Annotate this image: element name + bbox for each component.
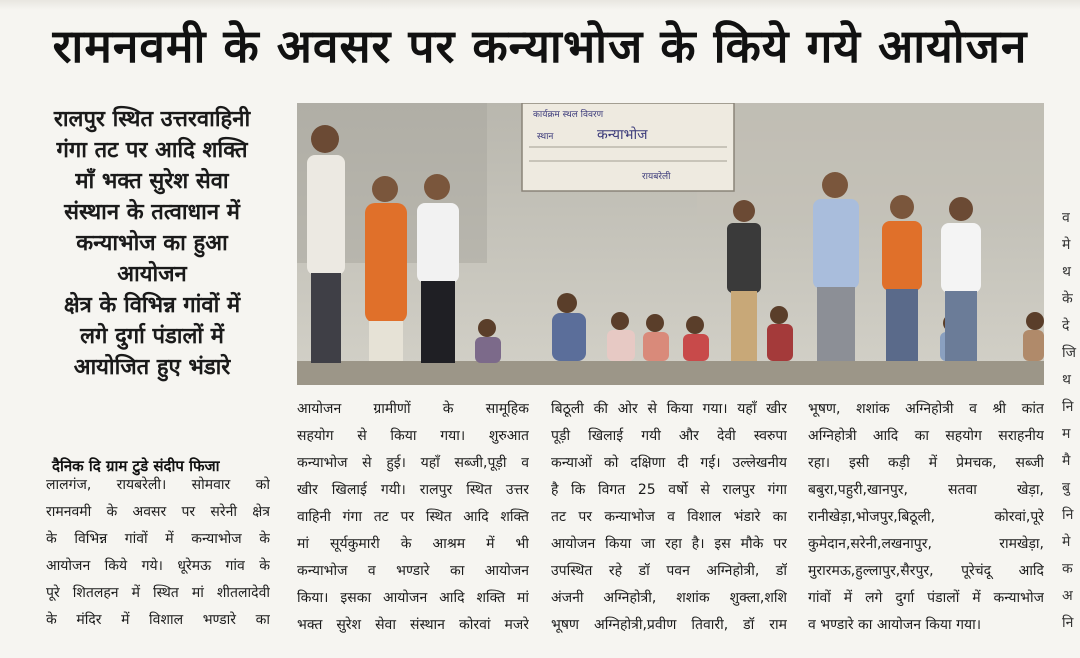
ground (297, 361, 1044, 385)
column-line: सहयोग से किया गया। शुरुआत (297, 428, 529, 444)
edge-char: थ (1062, 264, 1071, 280)
edge-char: नि (1062, 399, 1074, 415)
column-line: किया। इसका आयोजन आदि शक्ति मां (297, 590, 529, 606)
column-line: आयोजन किये गये। धूरेमऊ गांव के (46, 558, 270, 574)
edge-char: मे (1062, 237, 1071, 253)
sidebar-line: माँ भक्त सुरेश सेवा (75, 169, 229, 194)
edge-char: क (1062, 561, 1073, 577)
person-priest-orange (365, 176, 407, 361)
column-line: लालगंज, रायबरेली। सोमवार को (46, 477, 270, 493)
person-blue-shirt (813, 172, 859, 361)
sidebar-line: आयोजित हुए भंडारे (73, 355, 231, 380)
column-line: व भण्डारे का आयोजन किया गया। (808, 617, 982, 633)
person-black-tshirt (727, 200, 761, 361)
column-line: के विभिन्न गांवों में कन्याभोज के (46, 531, 270, 547)
article-column-1 (46, 472, 270, 634)
column-line: पूरे शितलहन में स्थित मां शीतलादेवी (46, 585, 270, 601)
column-line: पूड़ी खिलाई गयी और देवी स्वरुपा (551, 428, 787, 444)
article-column-4 (808, 396, 1044, 639)
edge-char: नि (1062, 507, 1074, 523)
column-line: रामनवमी के अवसर पर सरेनी क्षेत्र (46, 504, 270, 520)
edge-char: बु (1062, 480, 1070, 496)
column-line: रानीखेड़ा,भोजपुर,बिठूली, कोरवां,पूरे (808, 509, 1044, 525)
person-left-1 (307, 125, 345, 363)
column-line: आयोजन ग्रामीणों के सामूहिक (297, 401, 529, 417)
news-photo (297, 103, 1044, 385)
sidebar-summary (24, 104, 280, 383)
column-line: वाहिनी गंगा तट पर स्थित आदि शक्ति (297, 509, 529, 525)
column-line: रहा। इसी कड़ी में प्रेमचक, सब्जी (808, 455, 1044, 471)
article-column-3 (551, 396, 787, 639)
banner-line-1: कार्यक्रम स्थल विवरण (533, 110, 604, 120)
edge-char: मै (1062, 453, 1071, 469)
sidebar-line: गंगा तट पर आदि शक्ति (56, 138, 248, 163)
column-line: आयोजन किया जा रहा है। इस मौके पर (551, 536, 787, 552)
article-column-2 (297, 396, 529, 639)
column-line: उपस्थित रहे डॉ पवन अग्निहोत्री, डॉ (551, 563, 787, 579)
column-line: के मंदिर में विशाल भण्डारे का (46, 612, 270, 628)
column-line: अंजनी अग्निहोत्री, शशांक शुक्ला,शशि (551, 590, 787, 606)
edge-char: म (1062, 426, 1071, 442)
column-line: कन्याभोज व भण्डारे का आयोजन (297, 563, 529, 579)
edge-char: व (1062, 210, 1070, 226)
headline: रामनवमी के अवसर पर कन्याभोज के किये गये आयोजन (52, 19, 1028, 73)
column-line: है कि विगत 25 वर्षो से रालपुर गंगा (551, 482, 787, 498)
column-line: गांवों में लगे दुर्गा पंडालों में कन्याभोज (808, 590, 1044, 606)
column-line: कन्याभोज से हुई। यहाँ सब्जी,पूड़ी व (297, 455, 529, 471)
banner-line-2: कन्याभोज (597, 127, 648, 143)
edge-char: अ (1062, 588, 1073, 604)
column-line: कुमेदान,सरेनी,लखनापुर, रामखेड़ा, (808, 536, 1044, 552)
column-line: खीर खिलाई गयी। रालपुर स्थित उत्तर (297, 482, 529, 498)
banner-line-3: स्थान (537, 132, 554, 142)
top-page-strip (0, 0, 1080, 10)
sidebar-line: कन्याभोज का हुआ (76, 231, 228, 256)
edge-char: थ (1062, 372, 1071, 388)
column-line: मां सूर्यकुमारी के आश्रम में भी (297, 536, 529, 552)
column-line: भूषण अग्निहोत्री,प्रवीण तिवारी, डॉ राम (551, 617, 787, 633)
sidebar-line: क्षेत्र के विभिन्न गांवों में (63, 293, 241, 318)
column-line: तट पर कन्याभोज व विशाल भंडारे का (551, 509, 787, 525)
sidebar-line: संस्थान के तत्वाधान में (64, 200, 240, 225)
edge-char: दे (1062, 318, 1070, 334)
column-line: भक्त सुरेश सेवा संस्थान कोरवां मजरे (297, 617, 529, 633)
banner-line-4: रायबरेली (642, 172, 671, 182)
sidebar-line: रालपुर स्थित उत्तरवाहिनी (53, 107, 251, 132)
edge-char: नि (1062, 615, 1074, 631)
edge-char: जि (1062, 345, 1077, 361)
column-line: कन्याओं को दक्षिणा दी गई। उल्लेखनीय (551, 455, 787, 471)
edge-char: मे (1062, 534, 1071, 550)
byline: दैनिक दि ग्राम टुडे संदीप फिजा (52, 457, 220, 475)
event-banner (522, 103, 734, 191)
column-line: अग्निहोत्री आदि का सहयोग सराहनीय (808, 428, 1044, 444)
column-line: बबुरा,पहुरी,खानपुर, सतवा खेड़ा, (808, 482, 1044, 498)
column-line: मुरारमऊ,हुल्लापुर,सैरपुर, पूरेचंदू आदि (808, 563, 1044, 579)
sidebar-line: आयोजन (117, 262, 187, 287)
column-line: बिठूली की ओर से किया गया। यहाँ खीर (551, 401, 787, 417)
column-line: भूषण, शशांक अग्निहोत्री व श्री कांत (808, 401, 1044, 417)
adjacent-article-edge (1062, 205, 1080, 637)
sidebar-line: लगे दुर्गा पंडालों में (80, 324, 224, 349)
edge-char: के (1062, 291, 1073, 307)
